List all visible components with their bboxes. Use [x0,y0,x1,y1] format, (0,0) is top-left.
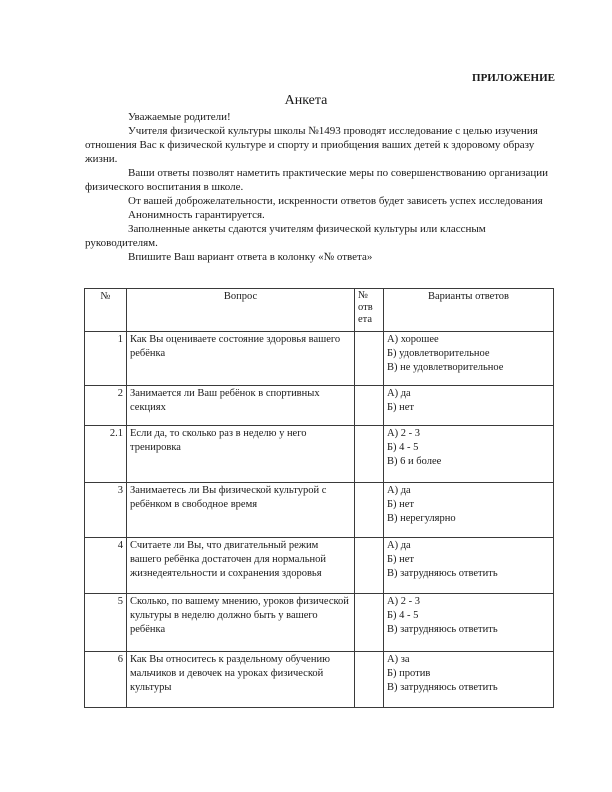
page-title: Анкета [284,93,328,108]
table-row [85,332,554,386]
intro-paragraph: Заполненные анкеты сдаются учителям физической культуры или классным руководителям. [85,223,486,249]
intro-paragraph: От вашей доброжелательности, искренности ответов будет зависеть успех исследования [128,195,543,207]
answer-option: В) затрудняюсь ответить [387,624,498,635]
table-row [85,386,554,426]
question-number: 6 [85,652,127,708]
answer-option: А) за [387,654,410,665]
table-header-row [85,289,554,332]
answer-option: А) хорошее [387,334,439,345]
intro-text [85,110,555,264]
header-num: № [85,289,127,332]
answer-number-cell[interactable] [355,652,384,708]
question-number: 4 [85,538,127,594]
intro-paragraph: Анонимность гарантируется. [128,209,265,221]
question-number: 3 [85,483,127,538]
answer-option: Б) 4 - 5 [387,610,419,621]
answer-number-cell[interactable] [355,538,384,594]
answer-number-cell[interactable] [355,426,384,483]
table-row [85,652,554,708]
answer-option: Б) против [387,668,431,679]
answer-number-cell[interactable] [355,332,384,386]
answer-options [384,332,554,386]
answer-option: А) 2 - 3 [387,596,420,607]
intro-paragraph: Ваши ответы позволят наметить практические меры по совершенствованию организации физического воспитания в школе. [85,167,549,193]
answer-options [384,594,554,652]
answer-option: В) не удовлетворительное [387,362,504,373]
answer-option: А) да [387,540,411,551]
answer-number-cell[interactable] [355,386,384,426]
table-row [85,426,554,483]
question-text: Занимается ли Ваш ребёнок в спортивных секциях [127,386,355,426]
answer-options [384,538,554,594]
header-answer-num: № отв ета [355,289,384,332]
question-number: 2.1 [85,426,127,483]
question-number: 1 [85,332,127,386]
question-text: Сколько, по вашему мнению, уроков физической культуры в неделю должно быть у вашего ребёнка [127,594,355,652]
answer-option: Б) нет [387,499,415,510]
question-text: Занимаетесь ли Вы физической культурой с ребёнком в свободное время [127,483,355,538]
answer-option: А) 2 - 3 [387,428,420,439]
questionnaire-table [84,288,554,708]
question-text: Как Вы оцениваете состояние здоровья вашего ребёнка [127,332,355,386]
greeting: Уважаемые родители! [128,111,231,123]
answer-option: В) затрудняюсь ответить [387,682,498,693]
question-number: 2 [85,386,127,426]
question-text: Считаете ли Вы, что двигательный режим вашего ребёнка достаточен для нормальной жизнедеятельности и сохранения здоровья [127,538,355,594]
answer-number-cell[interactable] [355,594,384,652]
answer-options [384,483,554,538]
intro-paragraph: Впишите Ваш вариант ответа в колонку «№ ответа» [128,251,373,263]
answer-option: В) 6 и более [387,456,442,467]
header-variants: Варианты ответов [384,289,554,332]
answer-option: Б) нет [387,402,415,413]
answer-option: Б) удовлетворительное [387,348,490,359]
answer-number-cell[interactable] [355,483,384,538]
answer-option: А) да [387,485,411,496]
question-text: Как Вы относитесь к раздельному обучению мальчиков и девочек на уроках физической культуры [127,652,355,708]
appendix-label: ПРИЛОЖЕНИЕ [472,72,555,84]
table-row [85,594,554,652]
table-row [85,538,554,594]
answer-option: Б) нет [387,554,415,565]
question-text: Если да, то сколько раз в неделю у него тренировка [127,426,355,483]
answer-options [384,652,554,708]
intro-paragraph: Учителя физической культуры школы №1493 проводят исследование с целью изучения отношения Вас к физической культуре и спорту и приобщения ваших детей к здоровому образу жизни. [85,125,538,165]
answer-options [384,426,554,483]
question-number: 5 [85,594,127,652]
answer-option: В) нерегулярно [387,513,456,524]
answer-option: В) затрудняюсь ответить [387,568,498,579]
answer-options [384,386,554,426]
answer-option: Б) 4 - 5 [387,442,419,453]
header-question: Вопрос [127,289,355,332]
answer-option: А) да [387,388,411,399]
table-row [85,483,554,538]
